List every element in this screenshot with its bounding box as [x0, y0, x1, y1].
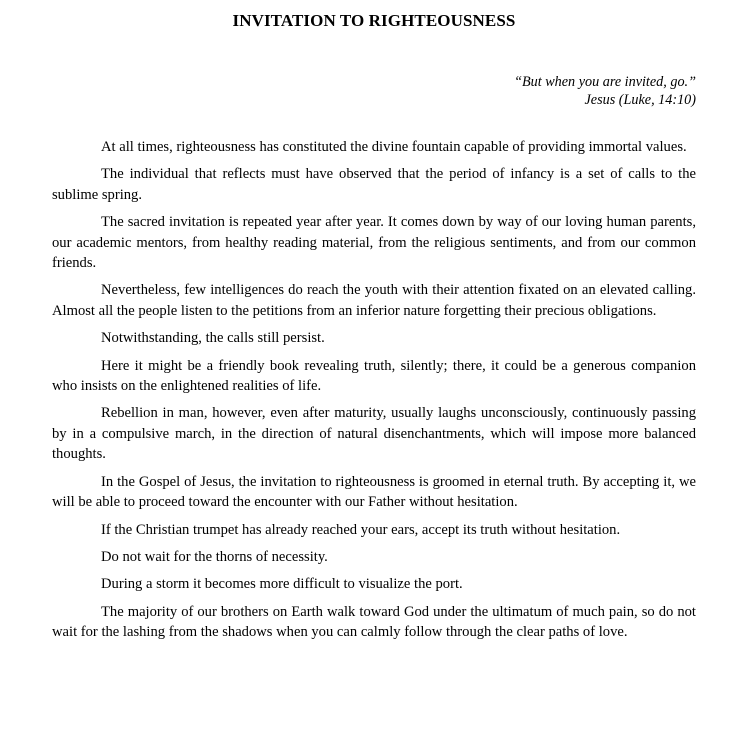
- paragraph: The individual that reflects must have observed that the period of infancy is a set of calls to the sublime spring.: [52, 166, 696, 203]
- paragraph: The sacred invitation is repeated year after year. It comes down by way of our loving human parents, our academic mentors, from healthy reading material, from the religious sentiments, and from our common friends.: [52, 214, 696, 272]
- document-title: INVITATION TO RIGHTEOUSNESS: [232, 11, 516, 30]
- paragraph: Nevertheless, few intelligences do reach the youth with their attention fixated on an elevated calling. Almost all the people listen to the petitions from an inferior nature forgetting their precious obligations.: [52, 282, 696, 319]
- epigraph: [514, 73, 696, 109]
- paragraph: At all times, righteousness has constituted the divine fountain capable of providing immortal values.: [101, 139, 687, 155]
- epigraph-attribution: Jesus (Luke, 14:10): [584, 92, 696, 108]
- paragraph: If the Christian trumpet has already reached your ears, accept its truth without hesitation.: [101, 521, 621, 538]
- paragraph: The majority of our brothers on Earth walk toward God under the ultimatum of much pain, so do not wait for the lashing from the shadows when you can calmly follow through the clear paths of love.: [52, 603, 696, 641]
- paragraph: In the Gospel of Jesus, the invitation to righteousness is groomed in eternal truth. By accepting it, we will be able to proceed toward the encounter with our Father without hesitation.: [52, 473, 696, 511]
- paragraph: Here it might be a friendly book revealing truth, silently; there, it could be a generous companion who insists on the enlightened realities of life.: [52, 357, 696, 395]
- paragraph: Do not wait for the thorns of necessity.: [101, 548, 328, 565]
- document-body: [52, 137, 696, 650]
- epigraph-quote: “But when you are invited, go.”: [514, 74, 696, 90]
- paragraph: Rebellion in man, however, even after maturity, usually laughs unconsciously, continuously passing by in a compulsive march, in the direction of natural disenchantments, which will impose more balanced thoughts.: [52, 405, 696, 463]
- paragraph: During a storm it becomes more difficult to visualize the port.: [101, 576, 463, 593]
- paragraph: Notwithstanding, the calls still persist.: [101, 330, 325, 347]
